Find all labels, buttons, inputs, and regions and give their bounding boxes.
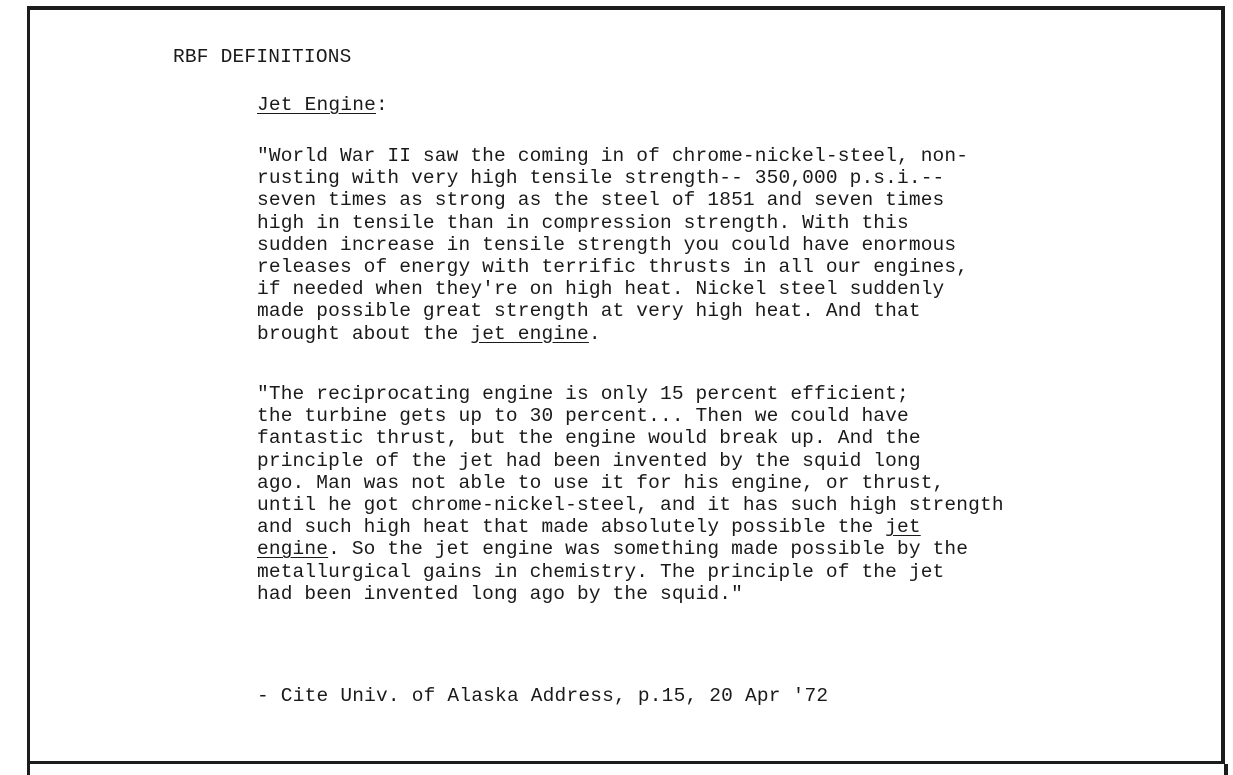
definition-title-text: Jet Engine [257, 94, 377, 116]
document-header: RBF DEFINITIONS [173, 46, 352, 68]
line-text: . So the jet engine was something made possible by the [328, 538, 969, 561]
line-text: brought about the [257, 322, 471, 345]
paragraph-line: rusting with very high tensile strength-- 350,000 p.s.i.-- [257, 167, 945, 190]
paragraph-line: ago. Man was not able to use it for his engine, or thrust, [257, 471, 945, 494]
paragraph-line: releases of energy with terrific thrusts in all our engines, [257, 255, 969, 278]
page-edge [27, 764, 1228, 775]
engine-underlined: engine [257, 538, 329, 561]
jet-engine-underlined: jet engine [470, 322, 589, 345]
paragraph-line [257, 516, 1004, 538]
citation: - Cite Univ. of Alaska Address, p.15, 20 Apr '72 [257, 685, 829, 707]
line-text: . [588, 322, 601, 345]
quote-paragraph-2 [257, 383, 1004, 605]
paragraph-line: the turbine gets up to 30 percent... Then we could have [257, 405, 909, 428]
paragraph-line: metallurgical gains in chemistry. The principle of the jet [257, 560, 945, 583]
paragraph-line: principle of the jet had been invented by the squid long [257, 449, 921, 472]
paragraph-line: "The reciprocating engine is only 15 percent efficient; [257, 383, 909, 405]
paragraph-line [257, 323, 968, 345]
definition-title-colon: : [376, 94, 388, 116]
paragraph-line: high in tensile than in compression strength. With this [257, 211, 909, 234]
paragraph-line: seven times as strong as the steel of 1851 and seven times [257, 189, 945, 212]
quote-paragraph-1 [257, 145, 968, 345]
paragraph-line: until he got chrome-nickel-steel, and it has such high strength [257, 493, 1004, 516]
line-text: and such high heat that made absolutely possible the [257, 516, 886, 539]
paragraph-line: fantastic thrust, but the engine would break up. And the [257, 427, 921, 450]
paragraph-line: had been invented long ago by the squid." [257, 582, 743, 605]
paragraph-line: "World War II saw the coming in of chrome-nickel-steel, non- [257, 145, 969, 167]
paragraph-line: sudden increase in tensile strength you could have enormous [257, 233, 957, 256]
definition-title [257, 94, 388, 116]
paragraph-line: made possible great strength at very high heat. And that [257, 300, 921, 323]
paragraph-line: if needed when they're on high heat. Nickel steel suddenly [257, 278, 945, 301]
paragraph-line [257, 538, 1004, 560]
jet-underlined: jet [885, 516, 921, 539]
